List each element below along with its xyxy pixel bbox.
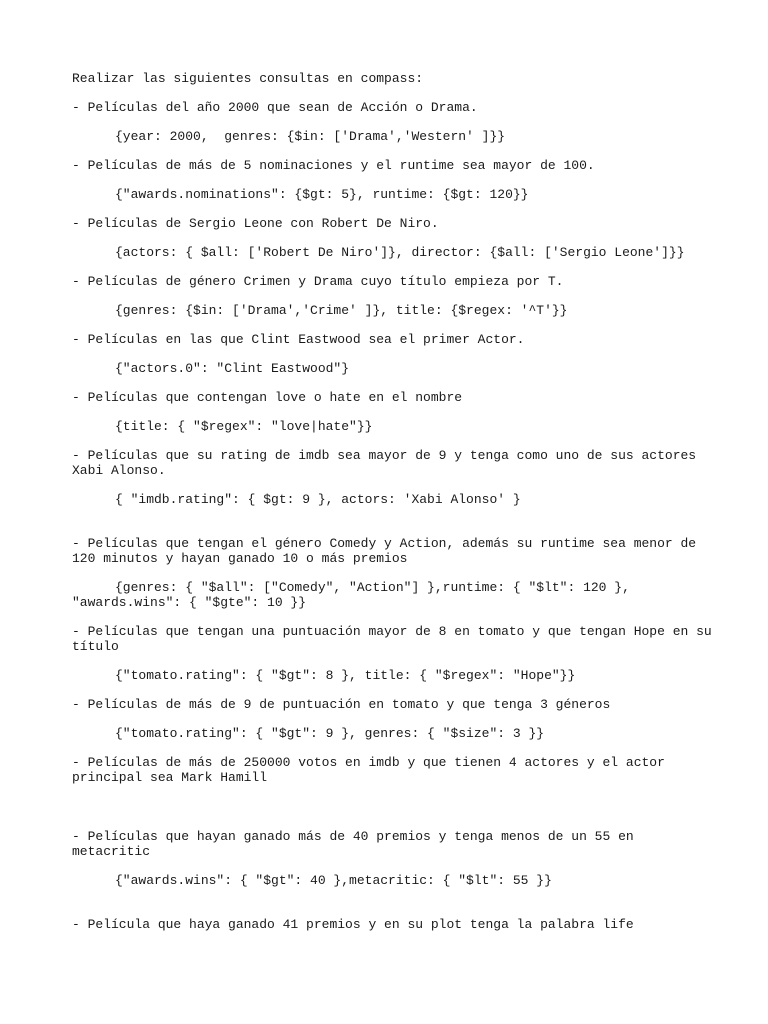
- query-description: - Películas que tengan el género Comedy y Action, además su runtime sea menor de 120 minutos y hayan ganado 10 o más premios: [72, 536, 704, 566]
- query-description: - Películas que tengan una puntuación mayor de 8 en tomato y que tengan Hope en su título: [72, 624, 720, 654]
- query-description: - Películas del año 2000 que sean de Acción o Drama.: [72, 100, 478, 115]
- query-description: - Películas en las que Clint Eastwood sea el primer Actor.: [72, 332, 525, 347]
- query-code: {"awards.wins": { "$gt": 40 },metacritic: { "$lt": 55 }}: [115, 873, 552, 888]
- query-description: - Películas que su rating de imdb sea mayor de 9 y tenga como uno de sus actores Xabi Alonso.: [72, 448, 704, 478]
- query-description: - Películas que hayan ganado más de 40 premios y tenga menos de un 55 en metacritic: [72, 829, 642, 859]
- query-code: {genres: {$in: ['Drama','Crime' ]}, title: {$regex: '^T'}}: [115, 303, 568, 318]
- intro-text: Realizar las siguientes consultas en compass:: [72, 71, 424, 86]
- document-body: [72, 71, 720, 932]
- query-code: {"awards.nominations": {$gt: 5}, runtime: {$gt: 120}}: [115, 187, 529, 202]
- query-code: {genres: { "$all": ["Comedy", "Action"] },runtime: { "$lt": 120 }, "awards.wins": { "$gte": 10 }}: [72, 580, 638, 610]
- query-code: {actors: { $all: ['Robert De Niro']}, director: {$all: ['Sergio Leone']}}: [115, 245, 685, 260]
- query-code: {title: { "$regex": "love|hate"}}: [115, 419, 373, 434]
- query-description: - Películas de más de 5 nominaciones y el runtime sea mayor de 100.: [72, 158, 595, 173]
- query-description: - Películas que contengan love o hate en el nombre: [72, 390, 463, 405]
- query-description: - Películas de Sergio Leone con Robert De Niro.: [72, 216, 439, 231]
- query-code: {"tomato.rating": { "$gt": 9 }, genres: { "$size": 3 }}: [115, 726, 545, 741]
- query-code: {"actors.0": "Clint Eastwood"}: [115, 361, 350, 376]
- query-description: - Películas de más de 9 de puntuación en tomato y que tenga 3 géneros: [72, 697, 611, 712]
- query-description: - Película que haya ganado 41 premios y en su plot tenga la palabra life: [72, 917, 634, 932]
- query-description: - Películas de género Crimen y Drama cuyo título empieza por T.: [72, 274, 564, 289]
- query-code: { "imdb.rating": { $gt: 9 }, actors: 'Xabi Alonso' }: [115, 492, 521, 507]
- query-code: {"tomato.rating": { "$gt": 8 }, title: { "$regex": "Hope"}}: [115, 668, 576, 683]
- query-description: - Películas de más de 250000 votos en imdb y que tienen 4 actores y el actor principal sea Mark Hamill: [72, 755, 673, 785]
- query-code: {year: 2000, genres: {$in: ['Drama','Western' ]}}: [115, 129, 506, 144]
